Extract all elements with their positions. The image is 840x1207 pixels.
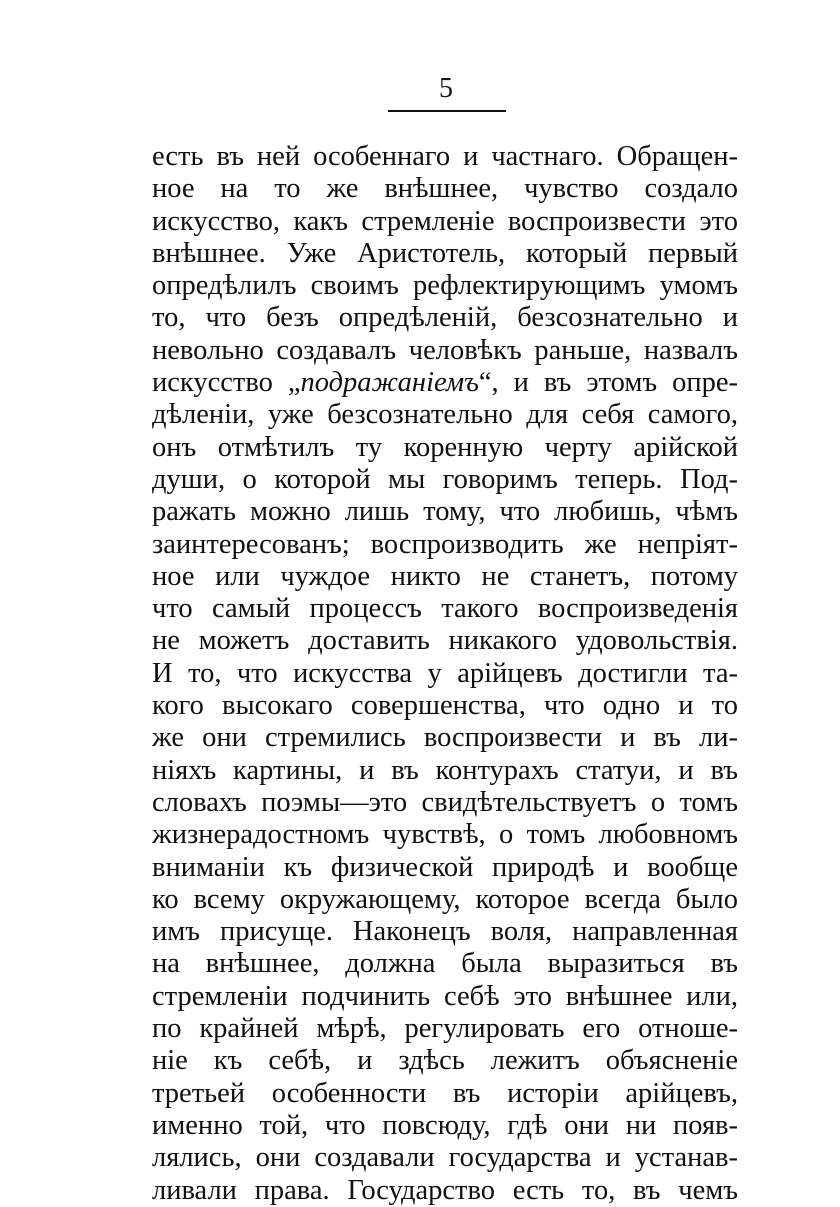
text-segment: опредѣлилъ своимъ рефлектирующимъ умомъ: [152, 270, 738, 302]
text-line: [152, 625, 738, 657]
text-segment: ливали права. Государство есть то, въ чемъ: [152, 1174, 738, 1206]
text-line: [152, 852, 738, 884]
text-line: [152, 819, 738, 851]
text-segment: ное на то же внѣшнее, чувство создало: [152, 173, 738, 205]
text-segment: искусство, какъ стремленіе воспроизвести это: [152, 205, 738, 237]
header-rule: [388, 110, 506, 112]
text-line: [152, 270, 738, 302]
text-segment: что самый процессъ такого воспроизведенія: [152, 593, 738, 625]
text-line: [152, 593, 738, 625]
text-line: [152, 367, 738, 399]
text-segment: И то, что искусства у арійцевъ достигли та-: [152, 657, 738, 689]
text-segment: есть въ ней особеннаго и частнаго. Обращен-: [152, 141, 738, 172]
text-segment: же они стремились воспроизвести и въ ли-: [152, 722, 738, 754]
text-line: [152, 1045, 738, 1077]
text-line: [152, 238, 738, 270]
text-line: [152, 658, 738, 690]
text-line: [152, 755, 738, 787]
text-line: [152, 690, 738, 722]
text-line: [152, 787, 738, 819]
text-segment: ко всему окружающему, которое всегда было: [152, 883, 738, 915]
text-segment: вниманіи къ физической природѣ и вообще: [152, 851, 738, 883]
text-segment: внѣшнее. Уже Аристотель, который первый: [152, 237, 738, 269]
body-text: [152, 141, 738, 1207]
text-segment: на внѣшнее, должна была выразиться въ: [152, 948, 738, 980]
text-line: [152, 981, 738, 1013]
text-segment: дѣленіи, уже безсознательно для себя самого,: [152, 399, 738, 431]
text-segment: ное или чуждое никто не станетъ, потому: [152, 560, 738, 592]
text-line: [152, 302, 738, 334]
text-segment: “, и въ этомъ опре-: [478, 367, 738, 399]
text-segment: словахъ поэмы—это свидѣтельствуетъ о томъ: [152, 786, 738, 818]
text-line: [152, 916, 738, 948]
text-segment: ніе къ себѣ, и здѣсь лежитъ объясненіе: [152, 1045, 738, 1077]
text-segment: по крайней мѣрѣ, регулировать его отноше-: [152, 1013, 738, 1045]
text-segment: невольно создавалъ человѣкъ раньше, назвалъ: [152, 334, 738, 366]
text-line: [152, 948, 738, 980]
text-line: [152, 561, 738, 593]
text-line: [152, 399, 738, 431]
text-segment: души, о которой мы говоримъ теперь. Под-: [152, 463, 738, 495]
text-segment: стремленіи подчинить себѣ это внѣшнее или,: [152, 980, 738, 1012]
text-segment: ражать можно лишь тому, что любишь, чѣмъ: [152, 496, 738, 528]
text-line: [152, 432, 738, 464]
text-segment: имъ присуще. Наконецъ воля, направленная: [152, 916, 738, 948]
text-segment: не можетъ доставить никакого удовольствія.: [152, 625, 738, 657]
text-segment: кого высокаго совершенства, что одно и то: [152, 690, 738, 722]
text-line: [152, 464, 738, 496]
text-line: [152, 1078, 738, 1110]
text-segment: искусство „: [152, 367, 301, 399]
text-line: [152, 722, 738, 754]
text-line: [152, 529, 738, 561]
text-segment: ніяхъ картины, и въ контурахъ статуи, и въ: [152, 754, 738, 786]
text-segment: третьей особенности въ исторіи арійцевъ,: [152, 1077, 738, 1109]
text-segment: лялись, они создавали государства и устанав-: [152, 1142, 738, 1174]
text-segment: заинтересованъ; воспроизводить же непріят-: [152, 528, 738, 560]
text-segment: именно той, что повсюду, гдѣ они ни появ-: [152, 1109, 738, 1141]
text-line: [152, 1142, 738, 1174]
italic-word: подражаніемъ: [300, 367, 479, 399]
text-line: [152, 141, 738, 173]
text-segment: то, что безъ опредѣленій, безсознательно и: [152, 302, 738, 334]
text-line: [152, 206, 738, 238]
text-line: [152, 496, 738, 528]
text-line: [152, 884, 738, 916]
text-line: [152, 173, 738, 205]
text-segment: жизнерадостномъ чувствѣ, о томъ любовномъ: [152, 819, 738, 851]
text-line: [152, 335, 738, 367]
text-segment: онъ отмѣтилъ ту коренную черту арійской: [152, 431, 738, 463]
text-line: [152, 1013, 738, 1045]
text-line: [152, 1110, 738, 1142]
page-number: 5: [439, 73, 453, 104]
